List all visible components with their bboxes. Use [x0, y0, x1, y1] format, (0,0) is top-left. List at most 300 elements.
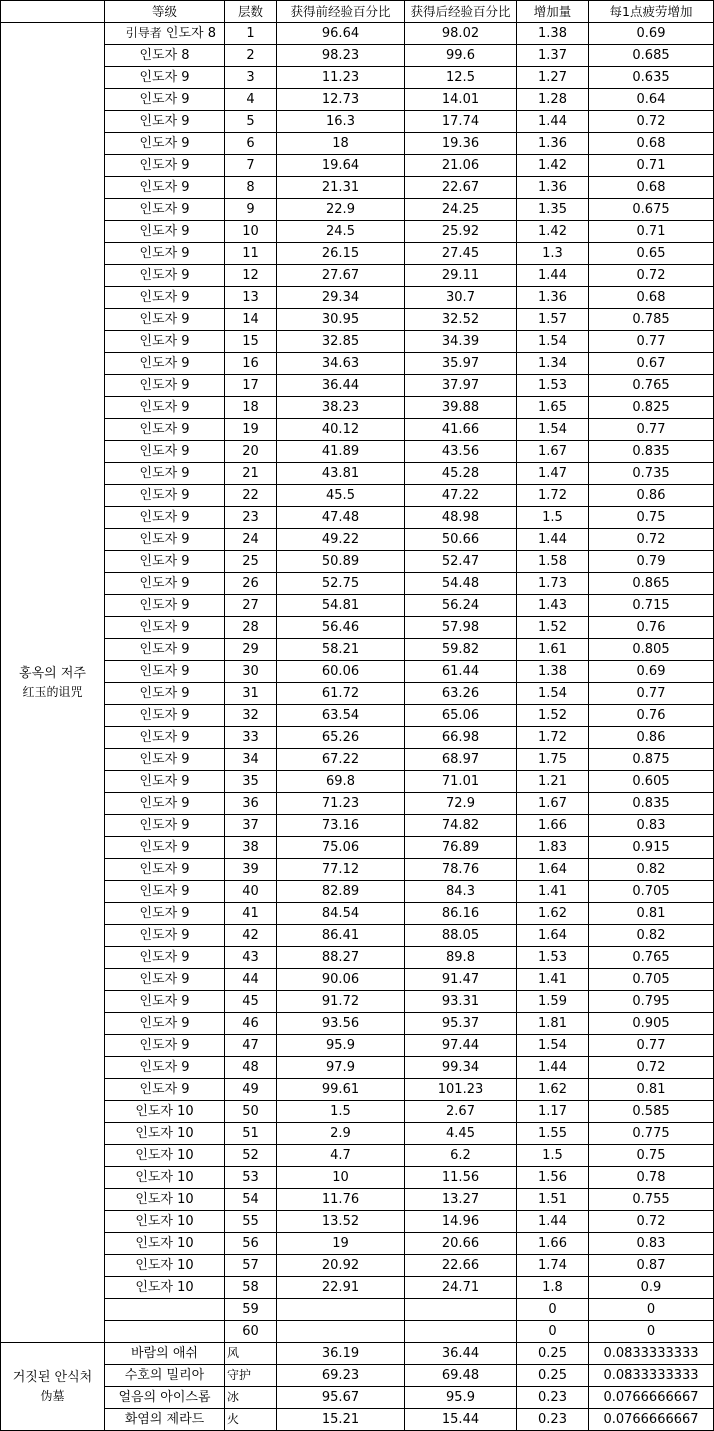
table-row [1, 155, 714, 177]
increase-cell: 1.44 [517, 529, 589, 551]
per-fatigue-cell: 0.765 [589, 375, 714, 397]
floor-cell: 47 [225, 1035, 277, 1057]
before-cell: 54.81 [277, 595, 405, 617]
hero-name-cell: 얼음의 아이스롬 [105, 1387, 225, 1409]
increase-cell: 1.44 [517, 1211, 589, 1233]
after-cell: 20.66 [405, 1233, 517, 1255]
floor-cell: 6 [225, 133, 277, 155]
per-fatigue-cell: 0.915 [589, 837, 714, 859]
table-row [1, 661, 714, 683]
before-cell: 95.9 [277, 1035, 405, 1057]
table-row [1, 749, 714, 771]
per-fatigue-cell: 0.635 [589, 67, 714, 89]
after-cell: 72.9 [405, 793, 517, 815]
before-cell: 40.12 [277, 419, 405, 441]
after-cell: 101.23 [405, 1079, 517, 1101]
after-cell: 32.52 [405, 309, 517, 331]
floor-cell: 30 [225, 661, 277, 683]
table-row [1, 67, 714, 89]
table-row [1, 1123, 714, 1145]
before-cell: 20.92 [277, 1255, 405, 1277]
hero-name-cell: 수호의 밀리아 [105, 1365, 225, 1387]
floor-cell: 33 [225, 727, 277, 749]
increase-cell: 1.53 [517, 375, 589, 397]
table-row [1, 991, 714, 1013]
increase-cell: 1.56 [517, 1167, 589, 1189]
per-fatigue-cell: 0.68 [589, 133, 714, 155]
increase-cell: 0.25 [517, 1343, 589, 1365]
floor-cell: 21 [225, 463, 277, 485]
floor-cell: 12 [225, 265, 277, 287]
table-row [1, 1365, 714, 1387]
after-cell: 24.25 [405, 199, 517, 221]
floor-cell: 56 [225, 1233, 277, 1255]
level-cell: 인도자 9 [105, 639, 225, 661]
increase-cell: 0.25 [517, 1365, 589, 1387]
per-fatigue-cell: 0.835 [589, 441, 714, 463]
increase-cell: 1.66 [517, 815, 589, 837]
table-row [1, 551, 714, 573]
after-cell: 93.31 [405, 991, 517, 1013]
level-cell [105, 1299, 225, 1321]
level-cell: 인도자 9 [105, 155, 225, 177]
table-row [1, 727, 714, 749]
level-cell: 인도자 10 [105, 1189, 225, 1211]
section-title-zh: 红玉的诅咒 [22, 684, 83, 699]
per-fatigue-cell: 0.86 [589, 485, 714, 507]
increase-cell: 1.43 [517, 595, 589, 617]
level-cell: 인도자 10 [105, 1145, 225, 1167]
table-row [1, 1035, 714, 1057]
level-cell: 인도자 9 [105, 419, 225, 441]
after-cell: 59.82 [405, 639, 517, 661]
level-cell: 인도자 9 [105, 529, 225, 551]
per-fatigue-cell: 0.72 [589, 529, 714, 551]
after-cell: 76.89 [405, 837, 517, 859]
after-cell: 45.28 [405, 463, 517, 485]
header-increase: 增加量 [517, 1, 589, 23]
floor-cell: 3 [225, 67, 277, 89]
level-cell: 인도자 9 [105, 265, 225, 287]
per-fatigue-cell: 0.765 [589, 947, 714, 969]
after-cell: 36.44 [405, 1343, 517, 1365]
table-row [1, 331, 714, 353]
per-fatigue-cell: 0.75 [589, 507, 714, 529]
after-cell: 61.44 [405, 661, 517, 683]
floor-cell: 17 [225, 375, 277, 397]
after-cell: 71.01 [405, 771, 517, 793]
floor-cell: 55 [225, 1211, 277, 1233]
before-cell: 49.22 [277, 529, 405, 551]
per-fatigue-cell: 0.71 [589, 155, 714, 177]
after-cell: 56.24 [405, 595, 517, 617]
increase-cell: 1.54 [517, 331, 589, 353]
per-fatigue-cell: 0 [589, 1299, 714, 1321]
floor-cell: 41 [225, 903, 277, 925]
after-cell: 52.47 [405, 551, 517, 573]
before-cell: 10 [277, 1167, 405, 1189]
before-cell: 18 [277, 133, 405, 155]
hero-name-cell: 바람의 애쉬 [105, 1343, 225, 1365]
after-cell: 84.3 [405, 881, 517, 903]
floor-cell: 27 [225, 595, 277, 617]
level-value: 인도자 8 [165, 26, 216, 41]
floor-cell: 57 [225, 1255, 277, 1277]
after-cell: 24.71 [405, 1277, 517, 1299]
level-cell: 인도자 9 [105, 89, 225, 111]
increase-cell: 1.34 [517, 353, 589, 375]
per-fatigue-cell: 0.86 [589, 727, 714, 749]
table-row [1, 221, 714, 243]
level-cell: 인도자 9 [105, 617, 225, 639]
per-fatigue-cell: 0.82 [589, 925, 714, 947]
per-fatigue-cell: 0.83 [589, 815, 714, 837]
per-fatigue-cell: 0.75 [589, 1145, 714, 1167]
per-fatigue-cell: 0.76 [589, 617, 714, 639]
increase-cell: 1.57 [517, 309, 589, 331]
floor-cell: 5 [225, 111, 277, 133]
table-row [1, 243, 714, 265]
increase-cell: 1.36 [517, 287, 589, 309]
increase-cell: 1.55 [517, 1123, 589, 1145]
increase-cell: 1.62 [517, 903, 589, 925]
level-cell: 인도자 9 [105, 287, 225, 309]
before-cell: 2.9 [277, 1123, 405, 1145]
floor-cell: 35 [225, 771, 277, 793]
level-cell: 인도자 10 [105, 1233, 225, 1255]
floor-cell: 49 [225, 1079, 277, 1101]
floor-cell: 59 [225, 1299, 277, 1321]
increase-cell: 1.74 [517, 1255, 589, 1277]
floor-cell: 29 [225, 639, 277, 661]
level-cell: 인도자 9 [105, 749, 225, 771]
per-fatigue-cell: 0.9 [589, 1277, 714, 1299]
floor-cell: 43 [225, 947, 277, 969]
level-cell: 인도자 9 [105, 133, 225, 155]
floor-cell: 19 [225, 419, 277, 441]
level-cell: 인도자 9 [105, 771, 225, 793]
increase-cell: 1.64 [517, 859, 589, 881]
table-row [1, 925, 714, 947]
level-cell: 인도자 10 [105, 1123, 225, 1145]
floor-cell: 50 [225, 1101, 277, 1123]
table-row [1, 419, 714, 441]
level-cell: 인도자 9 [105, 551, 225, 573]
before-cell: 96.64 [277, 23, 405, 45]
before-cell: 27.67 [277, 265, 405, 287]
level-cell: 인도자 9 [105, 1013, 225, 1035]
floor-cell: 31 [225, 683, 277, 705]
increase-cell: 1.5 [517, 507, 589, 529]
after-cell: 14.01 [405, 89, 517, 111]
increase-cell: 1.41 [517, 969, 589, 991]
before-cell: 58.21 [277, 639, 405, 661]
table-row [1, 375, 714, 397]
floor-cell: 7 [225, 155, 277, 177]
table-row [1, 969, 714, 991]
after-cell: 95.9 [405, 1387, 517, 1409]
level-cell: 인도자 9 [105, 661, 225, 683]
per-fatigue-cell: 0.72 [589, 111, 714, 133]
level-cell: 인도자 9 [105, 309, 225, 331]
level-cell: 인도자 9 [105, 353, 225, 375]
table-row [1, 771, 714, 793]
after-cell: 41.66 [405, 419, 517, 441]
floor-cell: 60 [225, 1321, 277, 1343]
per-fatigue-cell: 0.715 [589, 595, 714, 617]
after-cell: 99.6 [405, 45, 517, 67]
table-row [1, 639, 714, 661]
per-fatigue-cell: 0.69 [589, 23, 714, 45]
table-row [1, 595, 714, 617]
increase-cell: 1.36 [517, 133, 589, 155]
per-fatigue-cell: 0.675 [589, 199, 714, 221]
level-cell: 인도자 9 [105, 1079, 225, 1101]
per-fatigue-cell: 0.0766666667 [589, 1409, 714, 1431]
per-fatigue-cell: 0.805 [589, 639, 714, 661]
increase-cell: 1.37 [517, 45, 589, 67]
increase-cell: 1.61 [517, 639, 589, 661]
table-row [1, 89, 714, 111]
table-row [1, 1409, 714, 1431]
before-cell: 11.76 [277, 1189, 405, 1211]
level-cell: 인도자 9 [105, 111, 225, 133]
table-row [1, 837, 714, 859]
increase-cell: 1.54 [517, 419, 589, 441]
before-cell: 99.61 [277, 1079, 405, 1101]
increase-cell: 1.75 [517, 749, 589, 771]
before-cell: 71.23 [277, 793, 405, 815]
before-cell: 13.52 [277, 1211, 405, 1233]
floor-cell: 25 [225, 551, 277, 573]
per-fatigue-cell: 0.77 [589, 331, 714, 353]
section-title-ko: 홍옥의 저주 [19, 665, 86, 681]
after-cell: 97.44 [405, 1035, 517, 1057]
before-cell: 43.81 [277, 463, 405, 485]
before-cell: 15.21 [277, 1409, 405, 1431]
level-prefix: 引导者 [125, 26, 162, 40]
after-cell: 89.8 [405, 947, 517, 969]
level-cell: 인도자 9 [105, 837, 225, 859]
before-cell: 77.12 [277, 859, 405, 881]
header-floor: 层数 [225, 1, 277, 23]
increase-cell: 1.65 [517, 397, 589, 419]
table-row [1, 133, 714, 155]
table-row [1, 265, 714, 287]
floor-cell: 4 [225, 89, 277, 111]
element-cell: 守护 [225, 1365, 277, 1387]
table-row [1, 529, 714, 551]
before-cell: 69.23 [277, 1365, 405, 1387]
floor-cell: 36 [225, 793, 277, 815]
increase-cell: 1.54 [517, 683, 589, 705]
table-row [1, 287, 714, 309]
table-row [1, 1145, 714, 1167]
table-row [1, 1211, 714, 1233]
before-cell: 91.72 [277, 991, 405, 1013]
before-cell: 69.8 [277, 771, 405, 793]
table-row [1, 463, 714, 485]
per-fatigue-cell: 0.0833333333 [589, 1343, 714, 1365]
after-cell: 50.66 [405, 529, 517, 551]
level-cell: 인도자 9 [105, 925, 225, 947]
level-cell: 인도자 9 [105, 463, 225, 485]
table-row [1, 1101, 714, 1123]
floor-cell: 45 [225, 991, 277, 1013]
level-cell: 인도자 9 [105, 903, 225, 925]
before-cell: 22.9 [277, 199, 405, 221]
floor-cell: 39 [225, 859, 277, 881]
level-cell: 인도자 10 [105, 1101, 225, 1123]
per-fatigue-cell: 0.905 [589, 1013, 714, 1035]
header-blank [1, 1, 105, 23]
table-row [1, 683, 714, 705]
after-cell: 11.56 [405, 1167, 517, 1189]
before-cell: 86.41 [277, 925, 405, 947]
before-cell: 65.26 [277, 727, 405, 749]
table-row [1, 859, 714, 881]
per-fatigue-cell: 0.775 [589, 1123, 714, 1145]
after-cell: 37.97 [405, 375, 517, 397]
per-fatigue-cell: 0.735 [589, 463, 714, 485]
per-fatigue-cell: 0.76 [589, 705, 714, 727]
per-fatigue-cell: 0.68 [589, 287, 714, 309]
header-per-fatigue: 每1点疲劳增加 [589, 1, 714, 23]
per-fatigue-cell: 0.865 [589, 573, 714, 595]
before-cell: 45.5 [277, 485, 405, 507]
table-row [1, 793, 714, 815]
level-cell: 인도자 9 [105, 331, 225, 353]
per-fatigue-cell: 0.79 [589, 551, 714, 573]
level-cell: 인도자 9 [105, 815, 225, 837]
floor-cell: 28 [225, 617, 277, 639]
floor-cell: 52 [225, 1145, 277, 1167]
floor-cell: 32 [225, 705, 277, 727]
floor-cell: 40 [225, 881, 277, 903]
table-row [1, 177, 714, 199]
per-fatigue-cell: 0.71 [589, 221, 714, 243]
before-cell: 22.91 [277, 1277, 405, 1299]
before-cell: 90.06 [277, 969, 405, 991]
table-row [1, 1299, 714, 1321]
before-cell: 61.72 [277, 683, 405, 705]
header-row [1, 1, 714, 23]
per-fatigue-cell: 0.835 [589, 793, 714, 815]
level-cell: 인도자 9 [105, 947, 225, 969]
increase-cell: 1.66 [517, 1233, 589, 1255]
table-row [1, 947, 714, 969]
after-cell: 48.98 [405, 507, 517, 529]
table-row [1, 1079, 714, 1101]
table-row [1, 1277, 714, 1299]
increase-cell: 1.59 [517, 991, 589, 1013]
before-cell: 95.67 [277, 1387, 405, 1409]
floor-cell: 58 [225, 1277, 277, 1299]
per-fatigue-cell: 0.755 [589, 1189, 714, 1211]
section-title-ko: 거짓된 안식처 [12, 1369, 93, 1385]
level-cell: 인도자 10 [105, 1277, 225, 1299]
per-fatigue-cell: 0.785 [589, 309, 714, 331]
after-cell: 22.66 [405, 1255, 517, 1277]
level-cell: 인도자 9 [105, 67, 225, 89]
per-fatigue-cell: 0.585 [589, 1101, 714, 1123]
increase-cell: 0.23 [517, 1409, 589, 1431]
per-fatigue-cell: 0.69 [589, 661, 714, 683]
increase-cell: 1.35 [517, 199, 589, 221]
table-row [1, 1013, 714, 1035]
increase-cell: 1.64 [517, 925, 589, 947]
level-cell: 인도자 9 [105, 969, 225, 991]
table-body [1, 1, 714, 1431]
increase-cell: 1.44 [517, 265, 589, 287]
table-row [1, 1167, 714, 1189]
before-cell [277, 1299, 405, 1321]
level-cell: 인도자 10 [105, 1211, 225, 1233]
before-cell: 63.54 [277, 705, 405, 727]
per-fatigue-cell: 0.65 [589, 243, 714, 265]
after-cell: 78.76 [405, 859, 517, 881]
level-cell: 인도자 9 [105, 727, 225, 749]
per-fatigue-cell: 0.81 [589, 903, 714, 925]
level-cell: 인도자 9 [105, 859, 225, 881]
level-cell: 인도자 9 [105, 881, 225, 903]
after-cell: 19.36 [405, 133, 517, 155]
per-fatigue-cell: 0.875 [589, 749, 714, 771]
before-cell: 30.95 [277, 309, 405, 331]
after-cell: 4.45 [405, 1123, 517, 1145]
table-row [1, 507, 714, 529]
floor-cell: 54 [225, 1189, 277, 1211]
increase-cell: 1.73 [517, 573, 589, 595]
before-cell: 84.54 [277, 903, 405, 925]
floor-cell: 51 [225, 1123, 277, 1145]
level-cell: 인도자 10 [105, 1167, 225, 1189]
table-row [1, 23, 714, 45]
before-cell: 56.46 [277, 617, 405, 639]
increase-cell: 1.72 [517, 485, 589, 507]
after-cell: 95.37 [405, 1013, 517, 1035]
before-cell: 11.23 [277, 67, 405, 89]
per-fatigue-cell: 0.0833333333 [589, 1365, 714, 1387]
floor-cell: 53 [225, 1167, 277, 1189]
increase-cell: 1.21 [517, 771, 589, 793]
floor-cell: 22 [225, 485, 277, 507]
before-cell: 47.48 [277, 507, 405, 529]
after-cell: 2.67 [405, 1101, 517, 1123]
before-cell: 38.23 [277, 397, 405, 419]
header-before: 获得前经验百分比 [277, 1, 405, 23]
element-cell: 风 [225, 1343, 277, 1365]
per-fatigue-cell: 0.68 [589, 177, 714, 199]
after-cell: 88.05 [405, 925, 517, 947]
level-cell: 인도자 8 [105, 45, 225, 67]
table-row [1, 815, 714, 837]
increase-cell: 1.72 [517, 727, 589, 749]
before-cell: 98.23 [277, 45, 405, 67]
per-fatigue-cell: 0.72 [589, 1057, 714, 1079]
after-cell: 34.39 [405, 331, 517, 353]
after-cell: 6.2 [405, 1145, 517, 1167]
floor-cell: 11 [225, 243, 277, 265]
after-cell: 13.27 [405, 1189, 517, 1211]
increase-cell: 1.3 [517, 243, 589, 265]
level-cell: 인도자 9 [105, 705, 225, 727]
increase-cell: 1.53 [517, 947, 589, 969]
before-cell: 93.56 [277, 1013, 405, 1035]
floor-cell: 26 [225, 573, 277, 595]
increase-cell: 1.8 [517, 1277, 589, 1299]
increase-cell: 1.62 [517, 1079, 589, 1101]
